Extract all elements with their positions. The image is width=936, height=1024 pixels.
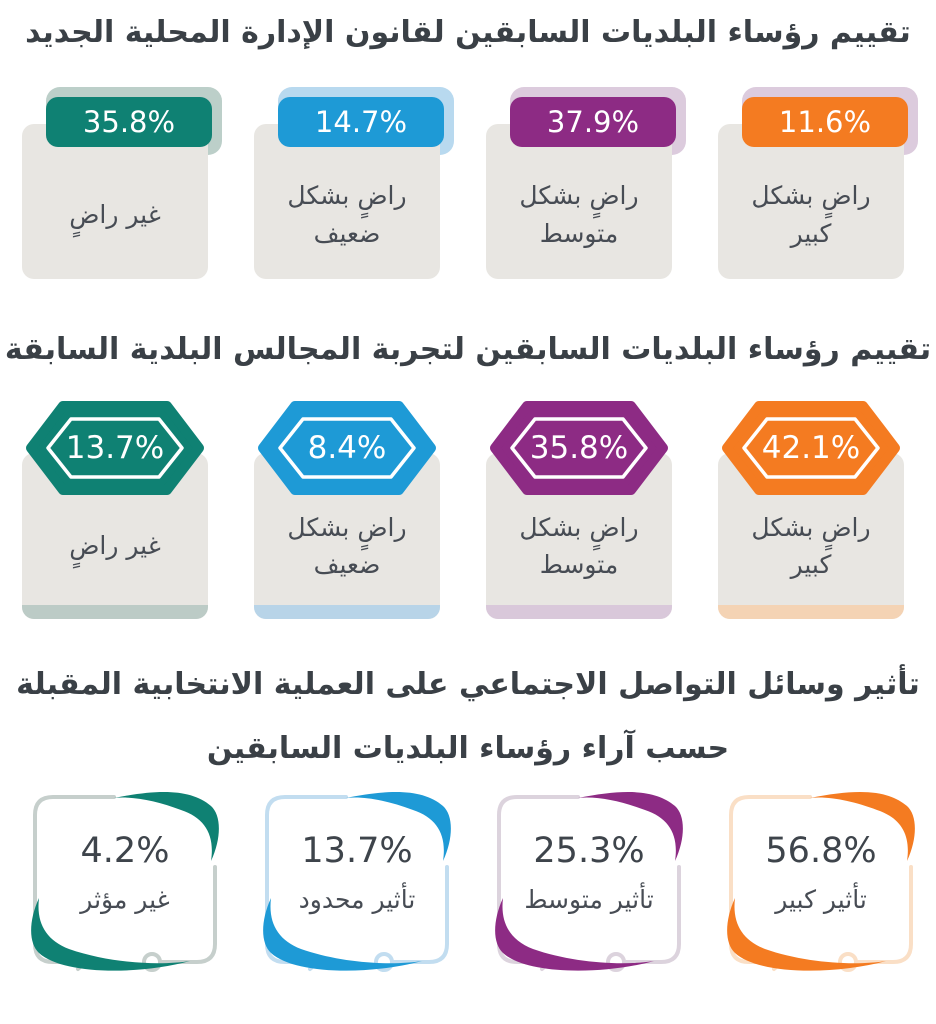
percentage-value: 56.8%: [765, 831, 877, 871]
card-label: تأثير متوسط: [524, 885, 654, 914]
card-big-impact: [731, 797, 911, 962]
card-no-impact: [35, 797, 215, 962]
card-moderately-satisfied: [486, 399, 672, 619]
card-bottom-strip: [22, 605, 208, 619]
section3-title-line1: تأثير وسائل التواصل الاجتماعي على العملية الانتخابية المقبلة: [16, 667, 920, 702]
card-label: [69, 527, 161, 565]
card-label: [751, 177, 870, 252]
card-body: [486, 124, 672, 279]
percentage-text: 35.8%: [529, 430, 629, 466]
card-label: تأثير كبير: [775, 885, 867, 914]
card-not-satisfied: [22, 399, 208, 619]
percentage-badge: [278, 97, 444, 147]
card-body: [254, 124, 440, 279]
card-highly-satisfied: [718, 87, 904, 279]
card-medium-impact: [499, 797, 679, 962]
label-line-2: متوسط: [539, 550, 619, 579]
percentage-value: 14.7%: [314, 105, 408, 139]
card-label: [287, 509, 406, 584]
percentage-value: 13.7%: [301, 831, 413, 871]
label-line-2: ضعيف: [313, 550, 381, 579]
card-moderately-satisfied: [486, 87, 672, 279]
card-label: [69, 196, 161, 234]
card-label: [751, 509, 870, 584]
card-label: [519, 509, 638, 584]
percentage-text: 13.7%: [65, 430, 165, 466]
percentage-value: [24, 399, 206, 497]
card-label: [519, 177, 638, 252]
percentage-text: 42.1%: [761, 430, 861, 466]
label-line-1: راضٍ بشكل: [751, 512, 871, 542]
card-label: تأثير محدود: [298, 885, 416, 914]
label-line-1: راضٍ بشكل: [751, 181, 871, 210]
section1-cards-row: [0, 87, 931, 279]
label-line-2: كبير: [790, 550, 832, 579]
section2-cards-row: [0, 399, 931, 619]
label-line-1: غير راضٍ: [69, 531, 161, 561]
card-weakly-satisfied: [254, 399, 440, 619]
section2-title: تقييم رؤساء البلديات السابقين لتجربة المجالس البلدية السابقة: [4, 332, 932, 367]
percentage-value: 4.2%: [80, 831, 170, 871]
section3-title-line2: حسب آراء رؤساء البلديات السابقين: [206, 731, 730, 766]
percentage-value: 37.9%: [546, 105, 640, 139]
percentage-text: 8.4%: [307, 430, 387, 466]
label-line-1: راضٍ بشكل: [287, 181, 407, 210]
section3-cards-row: [5, 797, 936, 977]
card-bottom-strip: [486, 605, 672, 619]
label-line-1: راضٍ بشكل: [519, 181, 639, 210]
label-line-2: متوسط: [539, 218, 619, 248]
card-not-satisfied: [22, 87, 208, 279]
label-line-2: ضعيف: [313, 218, 381, 248]
percentage-value: 35.8%: [82, 105, 176, 139]
card-label: غير مؤثر: [80, 885, 170, 914]
percentage-value: [720, 399, 902, 497]
card-bottom-strip: [254, 605, 440, 619]
card-body: [22, 124, 208, 279]
percentage-badge: [742, 97, 908, 147]
label-line-1: راضٍ بشكل: [519, 512, 639, 542]
card-label: [287, 177, 406, 252]
label-line-1: راضٍ بشكل: [287, 512, 407, 542]
percentage-badge: [46, 97, 212, 147]
card-bottom-strip: [718, 605, 904, 619]
percentage-badge: [510, 97, 676, 147]
percentage-value: [488, 399, 670, 497]
section1-title: تقييم رؤساء البلديات السابقين لقانون الإدارة المحلية الجديد: [25, 15, 911, 50]
percentage-value: [256, 399, 438, 497]
label-line-2: كبير: [790, 218, 832, 248]
card-weakly-satisfied: [254, 87, 440, 279]
card-limited-impact: [267, 797, 447, 962]
percentage-value: 25.3%: [533, 831, 645, 871]
label-line-1: غير راضٍ: [69, 199, 161, 229]
card-highly-satisfied: [718, 399, 904, 619]
card-body: [718, 124, 904, 279]
percentage-value: 11.6%: [778, 105, 872, 139]
